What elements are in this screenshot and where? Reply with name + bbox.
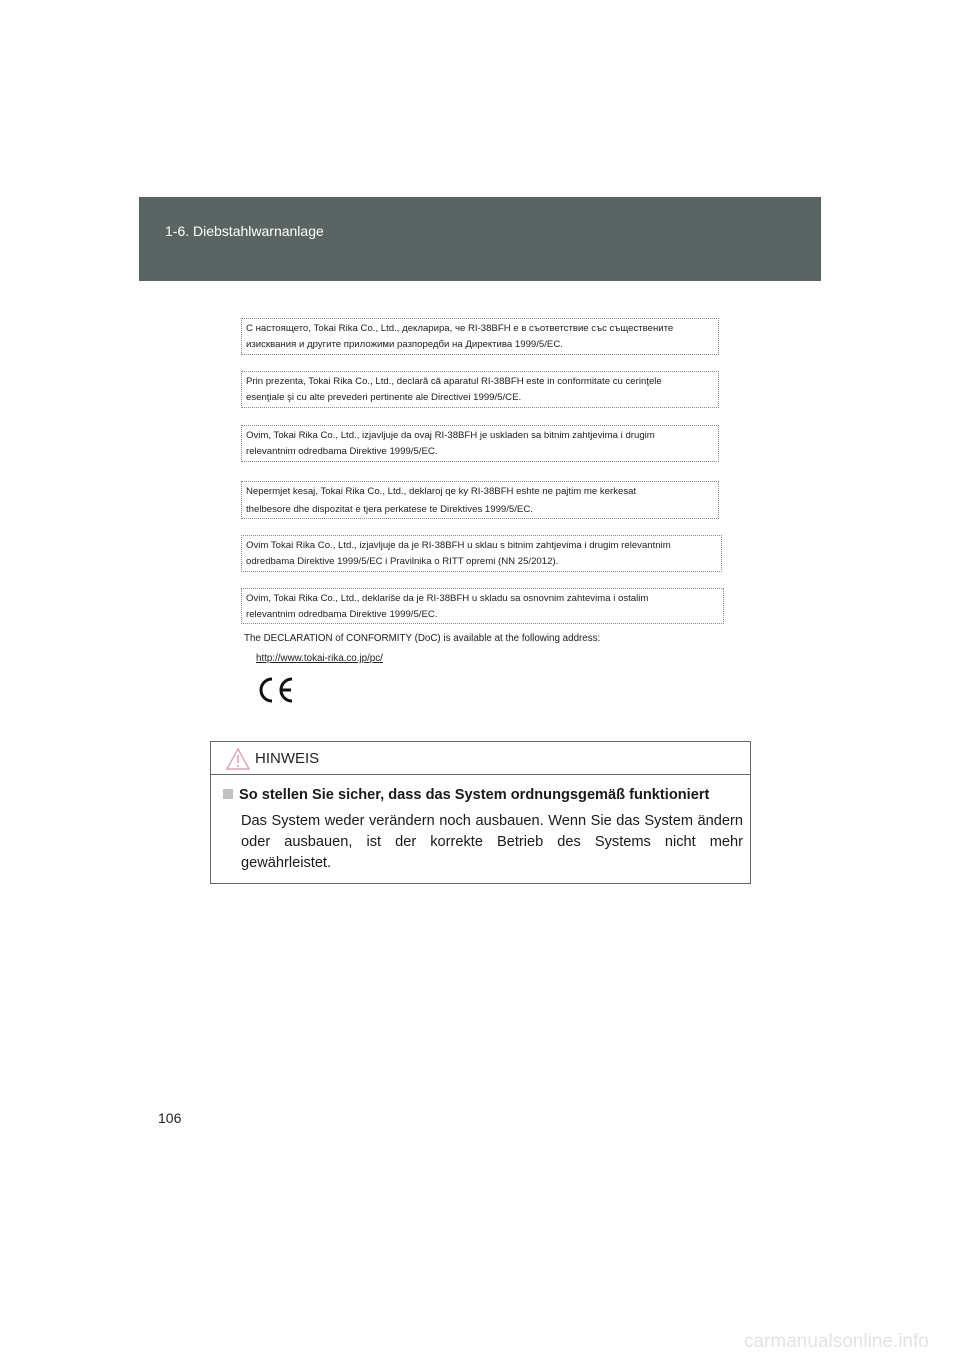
warning-triangle-icon — [225, 747, 251, 771]
declaration-line: relevantnim odredbama Direktive 1999/5/EC. — [246, 446, 438, 457]
notice-heading-text: So stellen Sie sicher, dass das System ordnungsgemäß funktioniert — [239, 787, 710, 803]
notice-title: HINWEIS — [255, 750, 320, 767]
notice-heading — [223, 787, 709, 803]
declaration-line: С настоящето, Tokai Rika Co., Ltd., декларира, че RI-38BFH е в съответствие със съществените — [246, 323, 674, 334]
notice-header — [211, 742, 750, 775]
declaration-line: esenţiale şi cu alte prevederi pertinente ale Directivei 1999/5/CE. — [246, 392, 522, 403]
declaration-line: Ovim Tokai Rika Co., Ltd., izjavljuje da je RI-38BFH u sklau s bitnim zahtjevima i drugim relevantnim — [246, 540, 671, 551]
declaration-line: Prin prezenta, Tokai Rika Co., Ltd., declară că aparatul RI-38BFH este in conformitate cu cerinţele — [246, 376, 662, 387]
declaration-line: relevantnim odredbama Direktive 1999/5/EC. — [246, 609, 438, 620]
doc-url-link[interactable]: http://www.tokai-rika.co.jp/pc/ — [256, 653, 383, 664]
notice-box — [210, 741, 751, 884]
page-number: 106 — [158, 1110, 182, 1126]
doc-availability-note: The DECLARATION of CONFORMITY (DoC) is available at the following address: — [244, 633, 601, 644]
declaration-bulgarian — [241, 318, 719, 355]
declaration-line: изисквания и другите приложими разпоредби на Директива 1999/5/ЕС. — [246, 339, 563, 350]
declaration-line: Nepermjet kesaj, Tokai Rika Co., Ltd., deklaroj qe ky RI-38BFH eshte ne pajtim me kerkesat — [246, 486, 637, 497]
declaration-serbian — [241, 588, 724, 624]
declaration-line: Ovim, Tokai Rika Co., Ltd., deklariše da je RI-38BFH u skladu sa osnovnim zahtevima i ostalim — [246, 593, 649, 604]
notice-body: Das System weder verändern noch ausbauen. Wenn Sie das System ändern oder ausbauen, ist der korrekte Betrieb des Systems nicht mehr gewährleistet. — [241, 813, 743, 871]
ce-mark-icon — [256, 675, 298, 705]
bullet-square-icon — [223, 789, 233, 799]
declaration-romanian — [241, 371, 719, 408]
declaration-line: odredbama Direktive 1999/5/EC i Pravilnika o RITT opremi (NN 25/2012). — [246, 556, 559, 567]
chapter-header-bar — [139, 197, 821, 281]
declaration-albanian — [241, 481, 719, 519]
declaration-bosnian — [241, 425, 719, 462]
declaration-croatian — [241, 535, 722, 572]
section-title: 1-6. Diebstahlwarnanlage — [165, 223, 324, 239]
declaration-line: thelbesore dhe dispozitat e tjera perkatese te Direktives 1999/5/EC. — [246, 504, 533, 515]
watermark: carmanualsonline.info — [744, 1331, 929, 1352]
declaration-line: Ovim, Tokai Rika Co., Ltd., izjavljuje da ovaj RI-38BFH je uskladen sa bitnim zahtjevima i drugim — [246, 430, 655, 441]
